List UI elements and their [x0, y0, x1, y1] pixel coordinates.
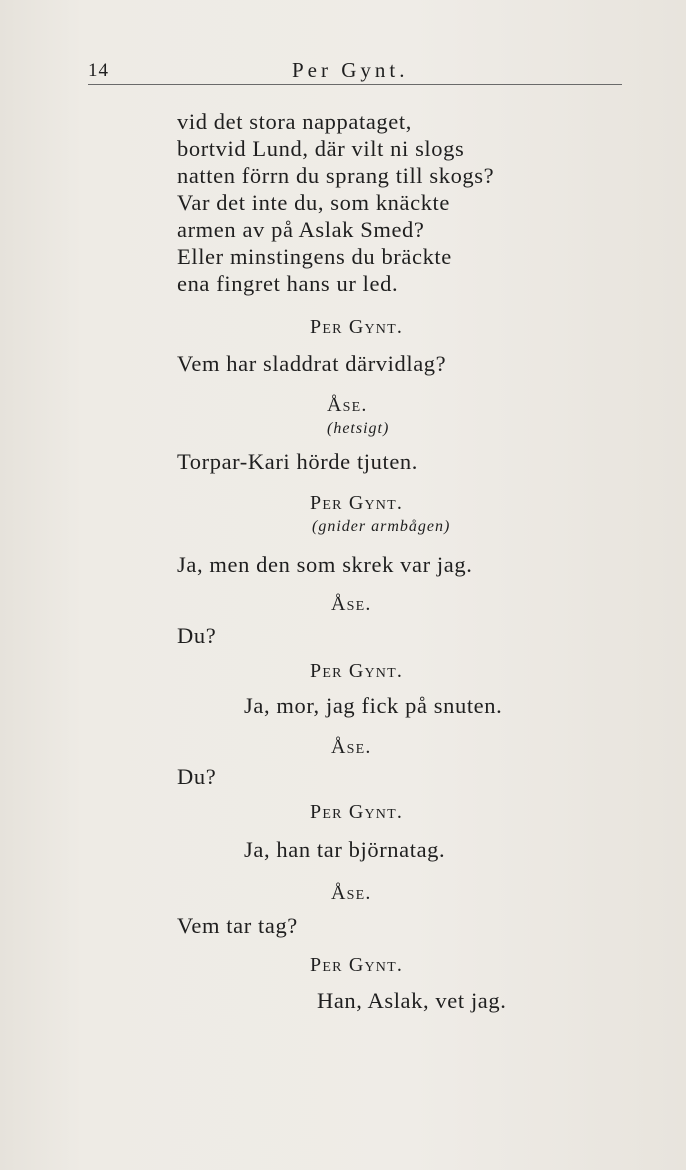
speaker-name: Åse. [327, 394, 368, 416]
header-rule [88, 84, 622, 85]
speaker-name: Per Gynt. [310, 492, 404, 514]
page-number: 14 [88, 60, 109, 81]
stage-direction: (hetsigt) [327, 420, 390, 437]
stage-direction: (gnider armbågen) [312, 518, 451, 535]
speaker-name: Åse. [331, 593, 372, 615]
speaker-name: Åse. [331, 882, 372, 904]
speaker-name: Per Gynt. [310, 954, 404, 976]
page-header [0, 58, 686, 82]
speaker-name: Per Gynt. [310, 660, 404, 682]
book-page: 14 Per Gynt. vid det stora nappataget, bortvid Lund, där vilt ni slogs natten förrn du sprang till skogs? Var det inte du, som knäckte armen av på Aslak Smed? Eller minstingens du bräckte ena fingret hans ur led. Per Gynt. Vem har sladdrat därvidlag? Åse. (hetsigt) Torpar-Kari hörde tjuten. Per Gynt. (gnider armbågen) Ja, men den som skrek var jag. Åse. Du? Per Gynt. Ja, mor, jag fick på snuten. Åse. Du? Per Gynt. Ja, han tar björnatag. Åse. Vem tar tag? Per Gynt. Han, Aslak, vet jag. [0, 0, 686, 1170]
running-title: Per Gynt. [292, 58, 409, 82]
speaker-name: Per Gynt. [310, 316, 404, 338]
speaker-name: Åse. [331, 736, 372, 758]
speaker-name: Per Gynt. [310, 801, 404, 823]
